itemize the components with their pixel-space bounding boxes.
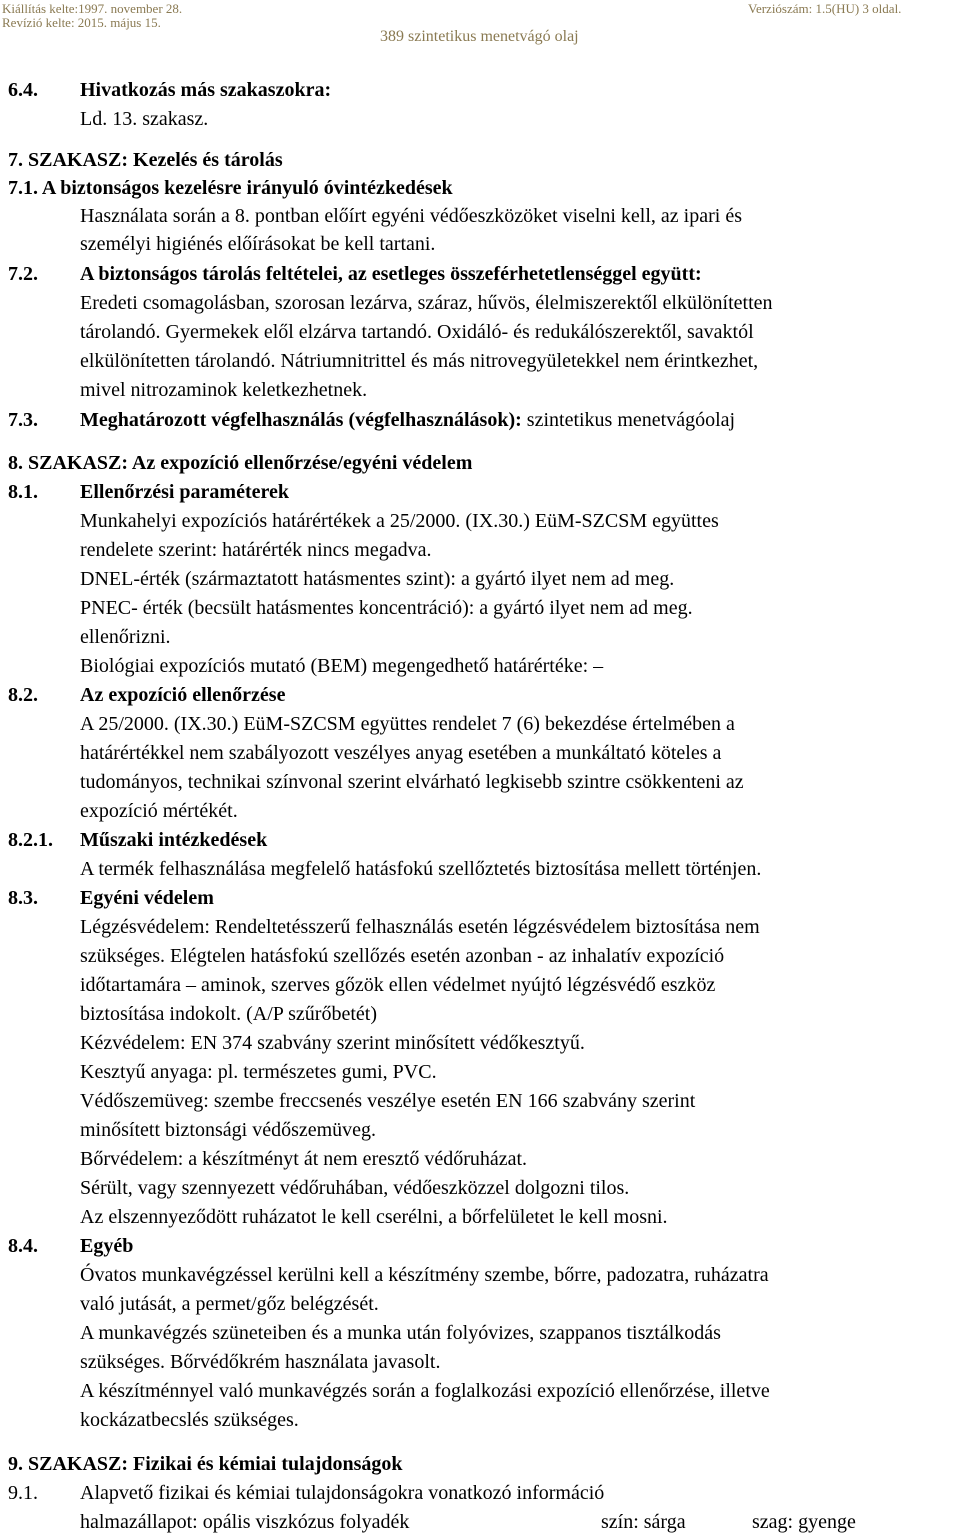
- section-7-3-number: 7.3.: [8, 409, 38, 431]
- issue-date: Kiállítás kelte:1997. november 28.: [2, 1, 183, 16]
- section-8-3-line: Légzésvédelem: Rendeltetésszerű felhasználás esetén légzésvédelem biztosítása nem: [80, 916, 760, 938]
- section-8-4-number: 8.4.: [8, 1235, 38, 1257]
- section-6-4-number: 6.4.: [8, 79, 38, 101]
- section-8-2-1-title: Műszaki intézkedések: [80, 829, 268, 851]
- section-8-4-line: való jutását, a permet/gőz belégzését.: [80, 1293, 379, 1315]
- section-8-4-title: Egyéb: [80, 1235, 134, 1257]
- section-8-2-line: határértékkel nem szabályozott veszélyes anyag esetében a munkáltató köteles a: [80, 742, 722, 764]
- section-8-3-title: Egyéni védelem: [80, 887, 214, 909]
- section-8-1-number: 8.1.: [8, 481, 38, 503]
- section-8-1-title: Ellenőrzési paraméterek: [80, 481, 290, 503]
- section-8-1-line: Munkahelyi expozíciós határértékek a 25/2000. (IX.30.) EüM-SZCSM együttes: [80, 510, 719, 532]
- section-8-2-line: A 25/2000. (IX.30.) EüM-SZCSM együttes rendelet 7 (6) bekezdése értelmében a: [80, 713, 735, 735]
- section-8-2-title: Az expozíció ellenőrzése: [80, 684, 286, 706]
- section-8-3-line: Az elszennyeződött ruházatot le kell cserélni, a bőrfelületet le kell mosni.: [80, 1206, 668, 1228]
- section-7-1-line: Használata során a 8. pontban előírt egyéni védőeszközöket viselni kell, az ipari és: [80, 205, 742, 227]
- section-7-2-line: tárolandó. Gyermekek elől elzárva tartandó. Oxidáló- és redukálószerektől, savaktól: [80, 321, 754, 343]
- section-8-1-line: rendelete szerint: határérték nincs megadva.: [80, 539, 432, 561]
- section-9-1-title: Alapvető fizikai és kémiai tulajdonságokra vonatkozó információ: [80, 1482, 605, 1504]
- section-8-3-line: szükséges. Elégtelen hatásfokú szellőzés esetén azonban - az inhalatív expozíció: [80, 945, 725, 967]
- section-8-3-line: Kézvédelem: EN 374 szabvány szerint minősített védőkesztyű.: [80, 1032, 585, 1054]
- product-name: 389 szintetikus menetvágó olaj: [380, 28, 579, 45]
- section-9-1-number: 9.1.: [8, 1482, 38, 1504]
- section-8-2-1-line: A termék felhasználása megfelelő hatásfokú szellőztetés biztosítása mellett történjen.: [80, 858, 762, 880]
- section-8-3-line: biztosítása indokolt. (A/P szűrőbetét): [80, 1003, 377, 1025]
- version-info: Verziószám: 1.5(HU) 3 oldal.: [748, 1, 902, 16]
- section-7-3-title: Meghatározott végfelhasználás (végfelhasználások):: [80, 409, 522, 431]
- odor-property: szag: gyenge: [752, 1511, 856, 1533]
- section-8-4-line: kockázatbecslés szükséges.: [80, 1409, 299, 1431]
- color-property: szín: sárga: [601, 1511, 686, 1533]
- section-7-3-value: szintetikus menetvágóolaj: [526, 409, 736, 431]
- section-8-4-line: Óvatos munkavégzéssel kerülni kell a készítmény szembe, bőrre, padozatra, ruházatra: [80, 1264, 769, 1286]
- section-8-3-line: minősített biztonsági védőszemüveg.: [80, 1119, 377, 1141]
- section-6-4-title: Hivatkozás más szakaszokra:: [80, 79, 332, 101]
- section-7-2-line: mivel nitrozaminok keletkezhetnek.: [80, 379, 368, 401]
- section-8-3-number: 8.3.: [8, 887, 38, 909]
- physical-state: halmazállapot: opális viszkózus folyadék: [80, 1511, 410, 1533]
- section-8-4-line: A munkavégzés szüneteiben és a munka után folyóvizes, szappanos tisztálkodás: [80, 1322, 721, 1344]
- section-7-2-line: Eredeti csomagolásban, szorosan lezárva, száraz, hűvös, élelmiszerektől elkülönítetten: [80, 292, 773, 314]
- section-8-2-line: expozíció mértékét.: [80, 800, 238, 822]
- section-8-1-line: DNEL-érték (származtatott hatásmentes szint): a gyártó ilyet nem ad meg.: [80, 568, 675, 590]
- section-8-2-line: tudományos, technikai színvonal szerint elvárható legkisebb szintre csökkenteni az: [80, 771, 744, 793]
- section-7-title: 7. SZAKASZ: Kezelés és tárolás: [8, 149, 283, 171]
- section-6-4-text: Ld. 13. szakasz.: [80, 108, 209, 130]
- section-7-3-row: [80, 409, 735, 431]
- section-7-2-line: elkülönítetten tárolandó. Nátriumnitrittel és más nitrovegyületekkel nem érintkezhet,: [80, 350, 759, 372]
- section-7-2-title: A biztonságos tárolás feltételei, az esetleges összeférhetetlenséggel együtt:: [80, 263, 702, 285]
- section-8-3-line: Bőrvédelem: a készítményt át nem eresztő védőruházat.: [80, 1148, 528, 1170]
- section-8-3-line: Sérült, vagy szennyezett védőruhában, védőeszközzel dolgozni tilos.: [80, 1177, 630, 1199]
- section-8-title: 8. SZAKASZ: Az expozíció ellenőrzése/egyéni védelem: [8, 452, 473, 474]
- section-8-3-line: Kesztyű anyaga: pl. természetes gumi, PVC.: [80, 1061, 437, 1083]
- section-8-1-line: Biológiai expozíciós mutató (BEM) megengedhető határértéke: –: [80, 655, 604, 677]
- section-7-1-line: személyi higiénés előírásokat be kell tartani.: [80, 233, 436, 255]
- section-7-2-number: 7.2.: [8, 263, 38, 285]
- section-8-2-1-number: 8.2.1.: [8, 829, 53, 851]
- section-7-1-title: 7.1. A biztonságos kezelésre irányuló óvintézkedések: [8, 177, 453, 199]
- section-8-3-line: Védőszemüveg: szembe freccsenés veszélye esetén EN 166 szabvány szerint: [80, 1090, 696, 1112]
- section-8-2-number: 8.2.: [8, 684, 38, 706]
- revision-date: Revízió kelte: 2015. május 15.: [2, 15, 161, 30]
- section-9-title: 9. SZAKASZ: Fizikai és kémiai tulajdonságok: [8, 1453, 403, 1475]
- section-8-1-line: PNEC- érték (becsült hatásmentes koncentráció): a gyártó ilyet nem ad meg.: [80, 597, 693, 619]
- section-8-3-line: időtartamára – aminok, szerves gőzök ellen védelmet nyújtó légzésvédő eszköz: [80, 974, 716, 996]
- section-8-1-line: ellenőrizni.: [80, 626, 171, 648]
- section-8-4-line: szükséges. Bőrvédőkrém használata javasolt.: [80, 1351, 441, 1373]
- section-8-4-line: A készítménnyel való munkavégzés során a foglalkozási expozíció ellenőrzése, illetve: [80, 1380, 770, 1402]
